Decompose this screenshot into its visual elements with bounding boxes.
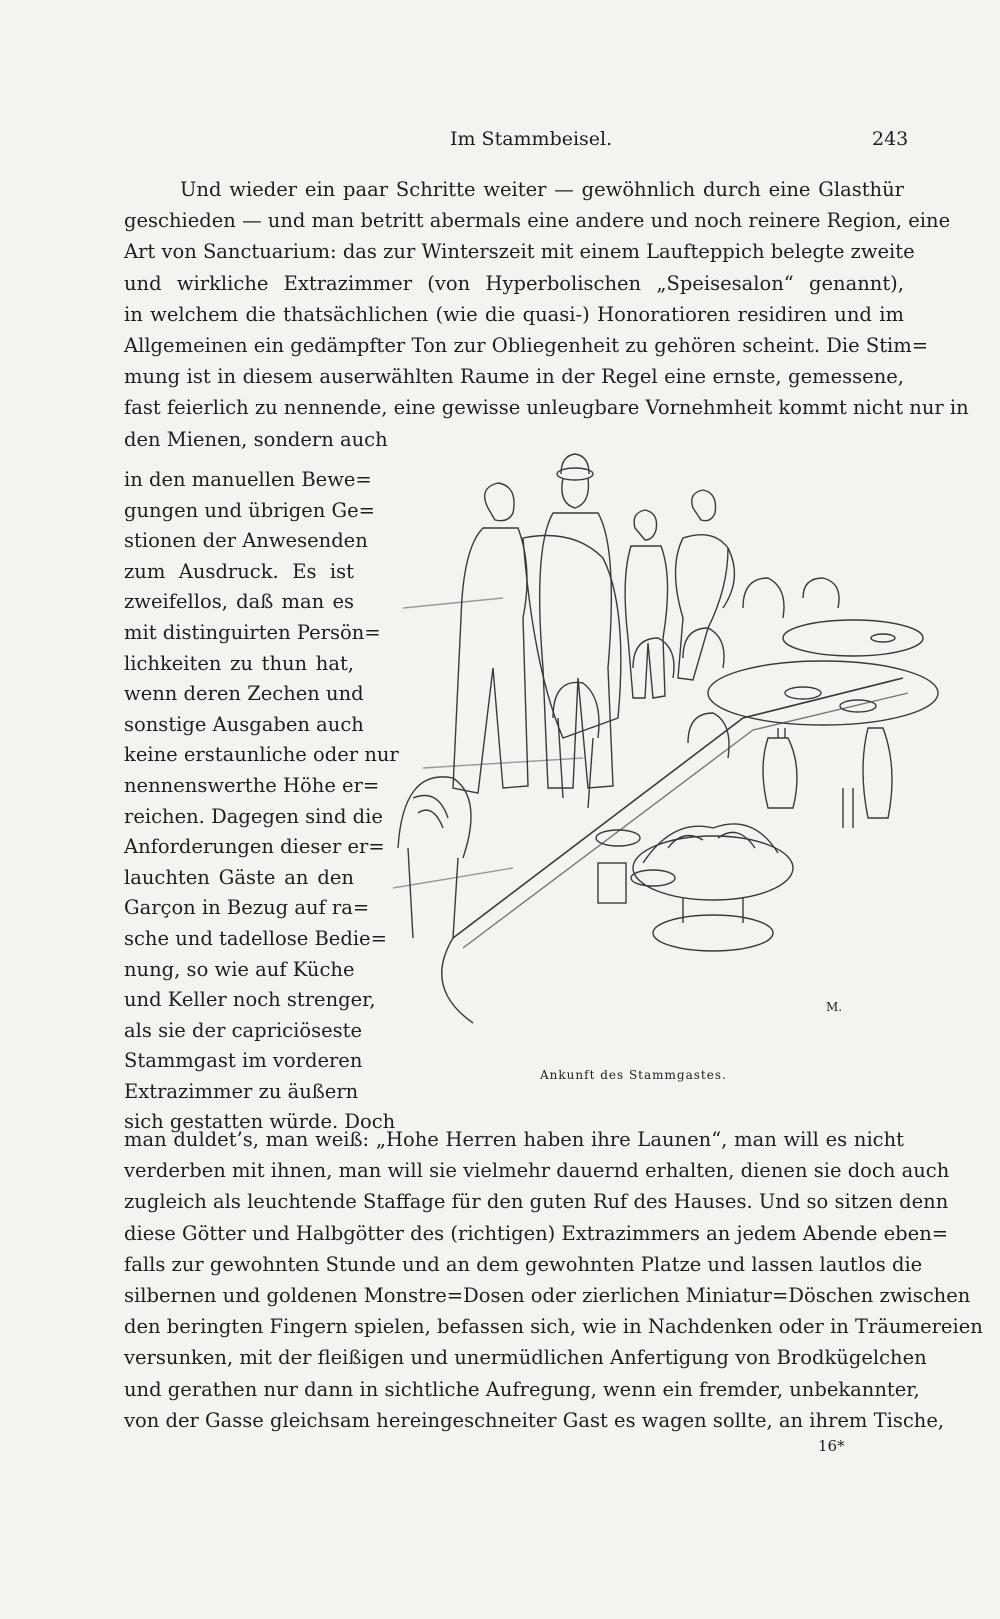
paragraph-bottom [124, 1124, 983, 1436]
text-line: wenn deren Zechen und [124, 682, 364, 706]
text-line: von der Gasse gleichsam hereingeschneiter Gast es wagen sollte, an ihrem Tische, [124, 1408, 945, 1432]
text-line: stionen der Anwesenden [124, 529, 368, 553]
text-line: fast feierlich zu nennende, eine gewisse unleugbare Vornehmheit kommt nicht nur in [124, 396, 969, 420]
text-line: den Mienen, sondern auch [124, 427, 388, 451]
text-line: nung, so wie auf Küche [124, 957, 355, 981]
text-line: zweifellos, daß man es [124, 590, 354, 614]
page-number: 243 [872, 128, 909, 150]
text-line: als sie der capriciöseste [124, 1018, 363, 1042]
text-line: lichkeiten zu thun hat, [124, 651, 354, 675]
text-line: geschieden — und man betritt abermals eine andere und noch reinere Region, eine [124, 209, 951, 233]
text-line: sich gestatten würde. Doch [124, 1110, 396, 1134]
paragraph-beside-illustration [124, 465, 399, 1138]
text-line: und Keller noch strenger, [124, 988, 376, 1012]
text-line: mit distinguirten Persön= [124, 620, 381, 644]
text-line: den beringten Fingern spielen, befassen sich, wie in Nachdenken oder in Träumereien [124, 1315, 983, 1339]
text-line: in welchem die thatsächlichen (wie die quasi-) Honoratioren residiren und im [124, 302, 904, 326]
text-line: sonstige Ausgaben auch [124, 712, 364, 736]
text-line: und gerathen nur dann in sichtliche Aufregung, wenn ein fremder, unbekannter, [124, 1377, 920, 1401]
text-line: versunken, mit der fleißigen und unermüdlichen Anfertigung von Brodkügelchen [124, 1346, 927, 1370]
signature-mark: 16* [818, 1437, 845, 1455]
text-line: Allgemeinen ein gedämpfter Ton zur Obliegenheit zu gehören scheint. Die Stim= [124, 333, 929, 357]
artist-monogram: M. [826, 1000, 843, 1014]
text-line: reichen. Dagegen sind die [124, 804, 383, 828]
text-line: Garçon in Bezug auf ra= [124, 896, 370, 920]
text-line: zum Ausdruck. Es ist [124, 559, 354, 583]
text-line: in den manuellen Bewe= [124, 468, 372, 491]
text-line: Stammgast im vorderen [124, 1049, 363, 1073]
paragraph-top [124, 174, 969, 455]
text-line: diese Götter und Halbgötter des (richtigen) Extrazimmers an jedem Abende eben= [124, 1221, 949, 1245]
text-line: keine erstaunliche oder nur [124, 743, 399, 767]
text-line: und wirkliche Extrazimmer (von Hyperbolischen „Speisesalon“ genannt), [124, 271, 904, 295]
text-line: Anforderungen dieser er= [124, 835, 385, 859]
text-line: falls zur gewohnten Stunde und an dem gewohnten Platze und lassen lautlos die [124, 1252, 923, 1276]
text-line: man duldet’s, man weiß: „Hohe Herren haben ihre Launen“, man will es nicht [124, 1128, 904, 1151]
illustration-arrival [383, 468, 908, 1023]
text-line: lauchten Gäste an den [124, 865, 354, 889]
text-line: Und wieder ein paar Schritte weiter — gewöhnlich durch eine Glasthür [180, 178, 904, 201]
text-line: verderben mit ihnen, man will sie vielmehr dauernd erhalten, dienen sie doch auch [124, 1159, 950, 1183]
text-line: Extrazimmer zu äußern [124, 1079, 359, 1103]
illustration-caption: Ankunft des Stammgastes. [540, 1068, 727, 1082]
text-line: mung ist in diesem auserwählten Raume in der Regel eine ernste, gemessene, [124, 365, 904, 389]
text-line: Art von Sanctuarium: das zur Winterszeit mit einem Laufteppich belegte zweite [124, 240, 915, 264]
running-head [0, 128, 1000, 158]
text-line: gungen und übrigen Ge= [124, 498, 376, 522]
text-line: silbernen und goldenen Monstre=Dosen oder zierlichen Miniatur=Döschen zwischen [124, 1283, 971, 1307]
text-line: zugleich als leuchtende Staffage für den guten Ruf des Hauses. Und so sitzen denn [124, 1190, 949, 1214]
text-line: nennenswerthe Höhe er= [124, 773, 380, 797]
running-title: Im Stammbeisel. [450, 128, 613, 150]
text-line: sche und tadellose Bedie= [124, 926, 387, 950]
